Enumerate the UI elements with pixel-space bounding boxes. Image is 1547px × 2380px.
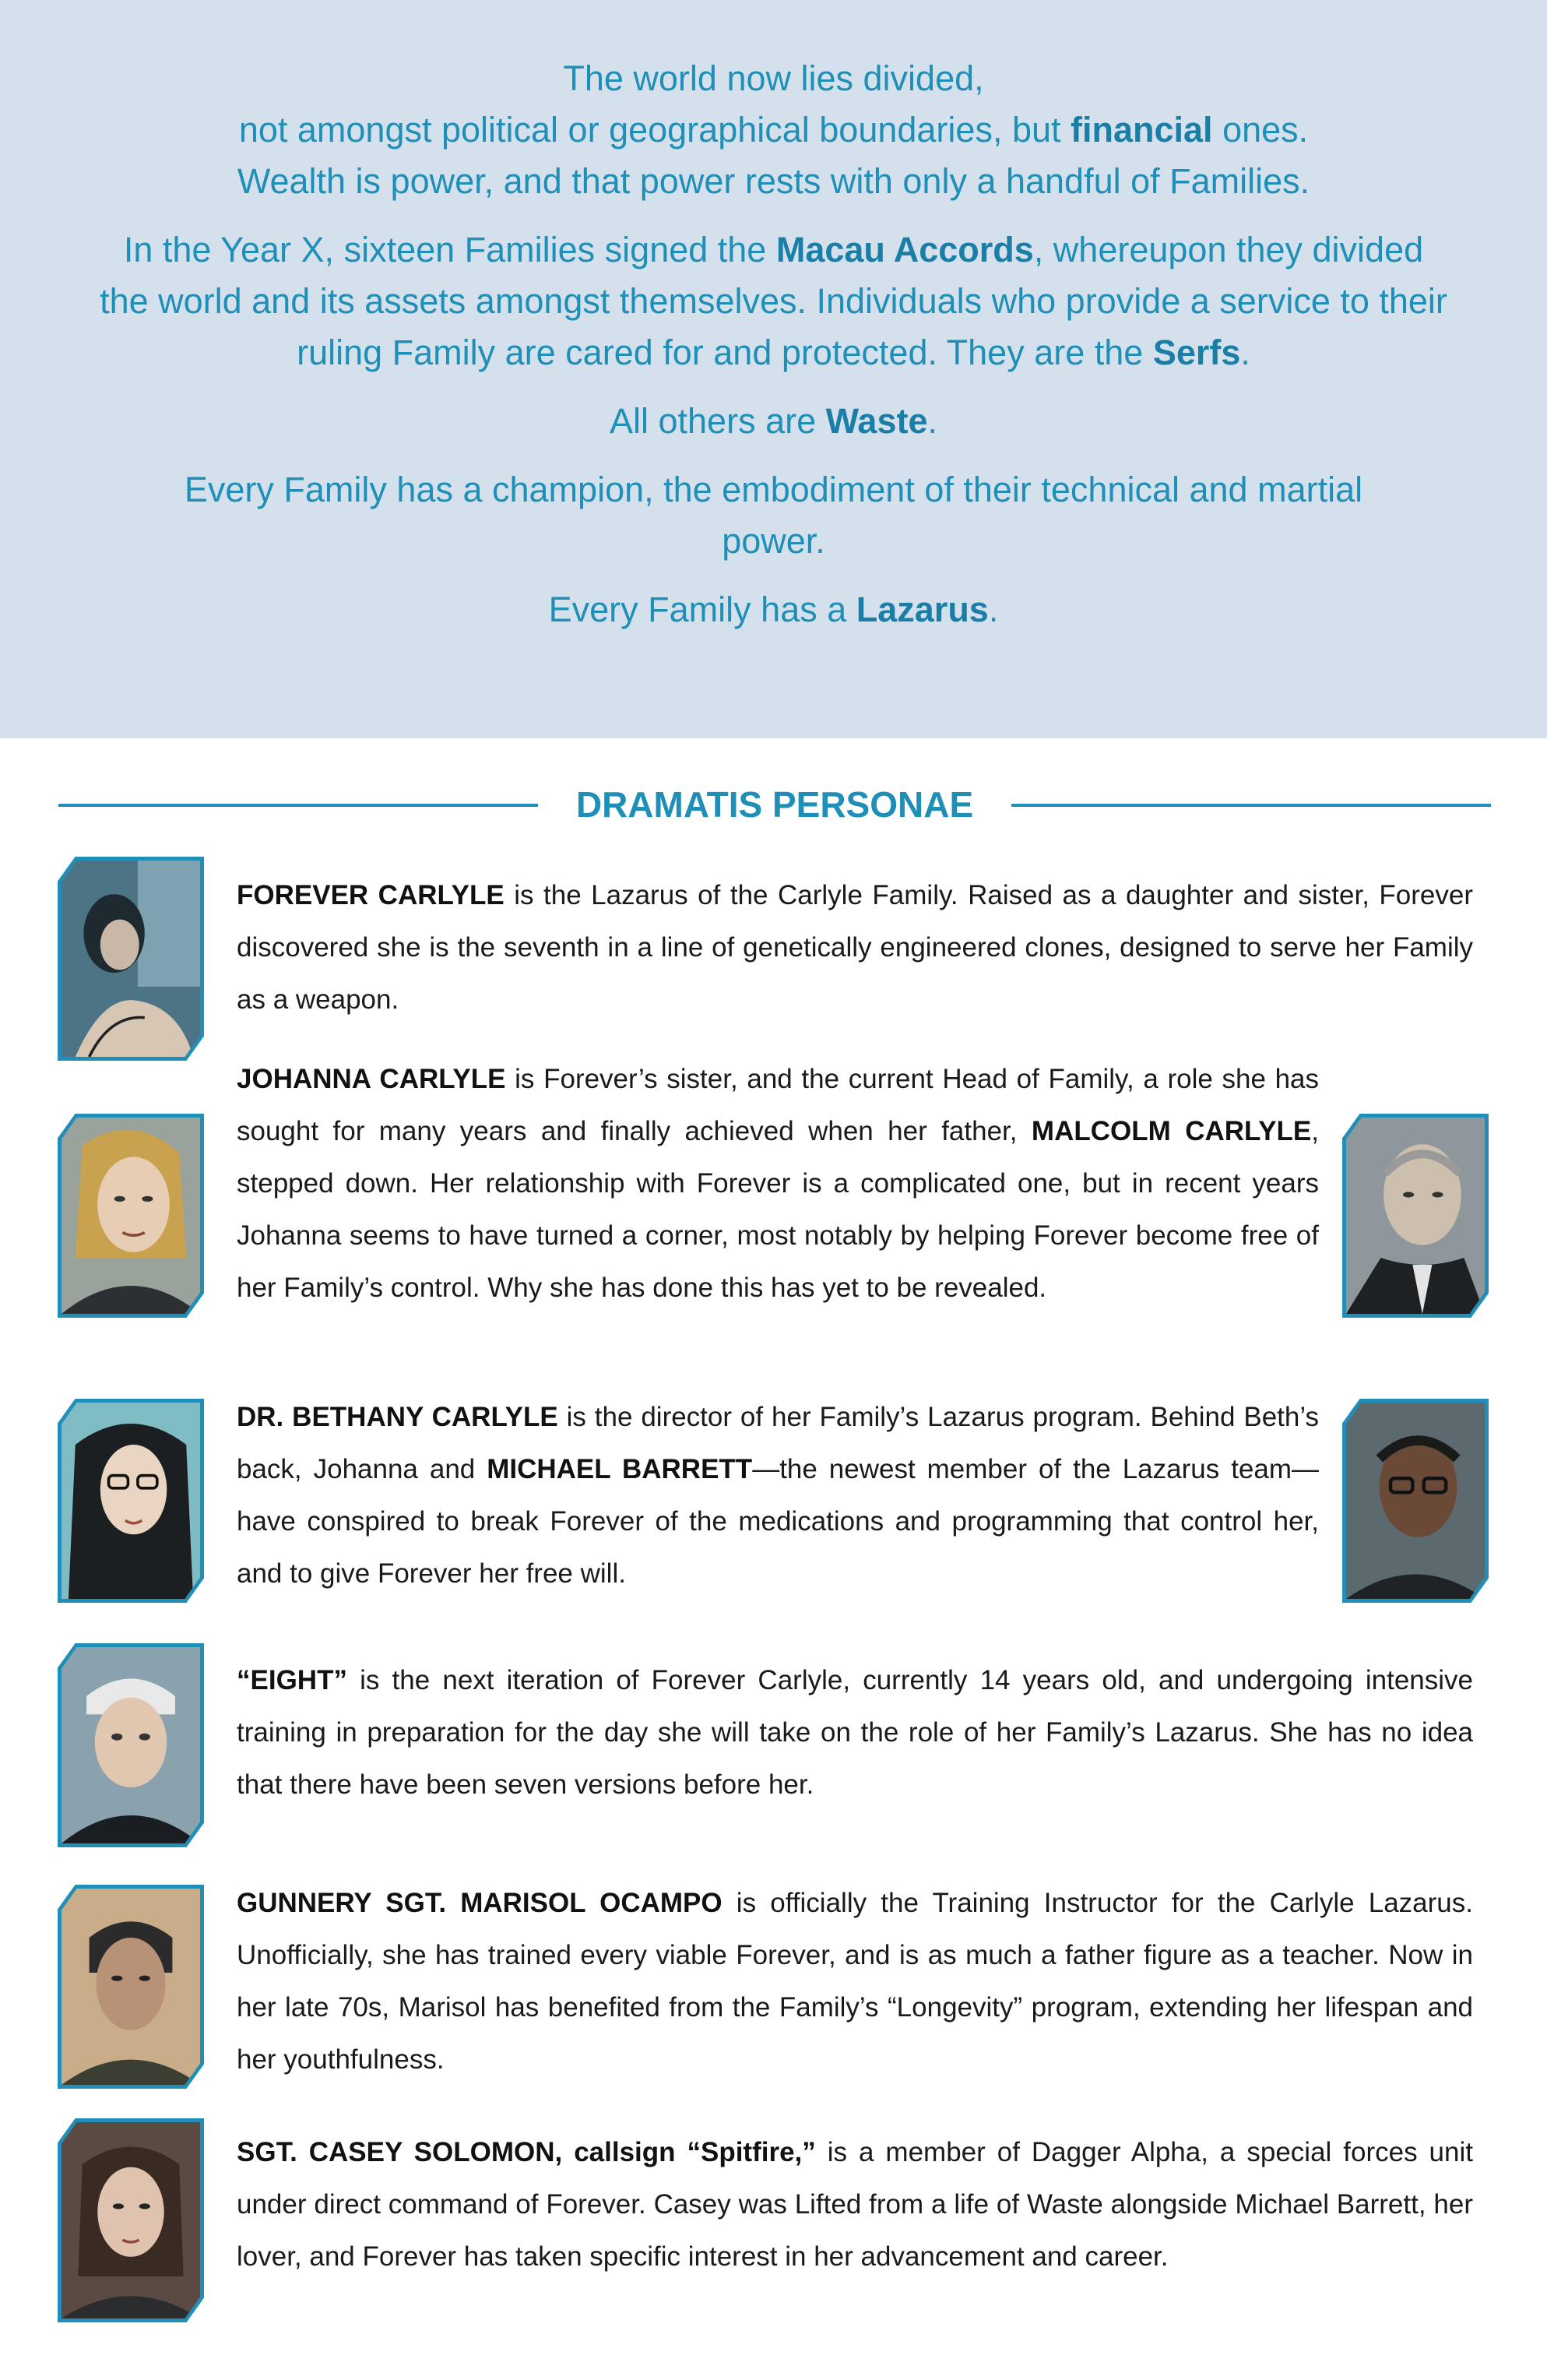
portrait-casey-solomon	[58, 2118, 204, 2322]
intro-paragraph-3: All others are Waste.	[609, 401, 937, 441]
bio-casey-solomon: SGT. CASEY SOLOMON, callsign “Spitfire,” is a member of Dagger Alpha, a special forces unit under direct command of Forever. Casey was Lifted from a life of Waste alongside Michael Barrett, her lover, and Forever has taken specific interest in her advancement and career.	[237, 2137, 1473, 2272]
bio-johanna-carlyle: JOHANNA CARLYLE is Forever’s sister, and the current Head of Family, a role she has sought for many years and finally achieved when her father, MALCOLM CARLYLE, stepped down. Her relationship with Forever is a complicated one, but in recent years Johanna seems to have turned a corner, most notably by helping Forever become free of her Family’s control. Why she has done this has yet to be revealed.	[237, 1064, 1319, 1303]
bio-bethany-carlyle: DR. BETHANY CARLYLE is the director of her Family’s Lazarus program. Behind Beth’s back, Johanna and MICHAEL BARRETT—the newest member of the Lazarus team—have conspired to break Forever of the medications and programming that control her, and to give Forever her free will.	[237, 1402, 1320, 1589]
section-header	[58, 779, 1491, 830]
intro-paragraph-1: The world now lies divided, not amongst political or geographical boundaries, but financial ones. Wealth is power, and that power rests with only a handful of Families.	[237, 58, 1310, 201]
header-rule-left	[58, 804, 538, 807]
portrait-malcolm-carlyle	[1342, 1114, 1489, 1318]
portrait-bethany-carlyle	[58, 1399, 204, 1603]
portrait-eight	[58, 1643, 204, 1847]
intro-paragraph-2: In the Year X, sixteen Families signed the Macau Accords, whereupon they divided the world and its assets amongst themselves. Individuals who provide a service to their ruling Family are cared for and protected. They are the Serfs.	[100, 230, 1447, 372]
portrait-michael-barrett	[1342, 1399, 1489, 1603]
bio-marisol-ocampo: GUNNERY SGT. MARISOL OCAMPO is officially the Training Instructor for the Carlyle Lazarus. Unofficially, she has trained every viable Forever, and is as much a father figure as a teacher. Now in her late 70s, Marisol has benefited from the Family’s “Longevity” program, extending her lifespan and her youthfulness.	[237, 1888, 1473, 2075]
intro-paragraph-5: Every Family has a Lazarus.	[548, 590, 999, 629]
header-rule-right	[1011, 804, 1491, 807]
portrait-marisol-ocampo	[58, 1885, 204, 2089]
intro-panel	[0, 0, 1547, 738]
portrait-forever-carlyle	[58, 857, 204, 1061]
intro-paragraph-4: Every Family has a champion, the embodiment of their technical and martial power.	[184, 470, 1363, 561]
bio-forever-carlyle: FOREVER CARLYLE is the Lazarus of the Carlyle Family. Raised as a daughter and sister, Forever discovered she is the seventh in a line of genetically engineered clones, designed to serve her Family as a weapon.	[237, 880, 1473, 1015]
section-title: DRAMATIS PERSONAE	[575, 784, 974, 825]
bio-eight: “EIGHT” is the next iteration of Forever Carlyle, currently 14 years old, and undergoing intensive training in preparation for the day she will take on the role of her Family’s Lazarus. She has no idea that there have been seven versions before her.	[237, 1665, 1473, 1800]
portrait-johanna-carlyle	[58, 1114, 204, 1318]
